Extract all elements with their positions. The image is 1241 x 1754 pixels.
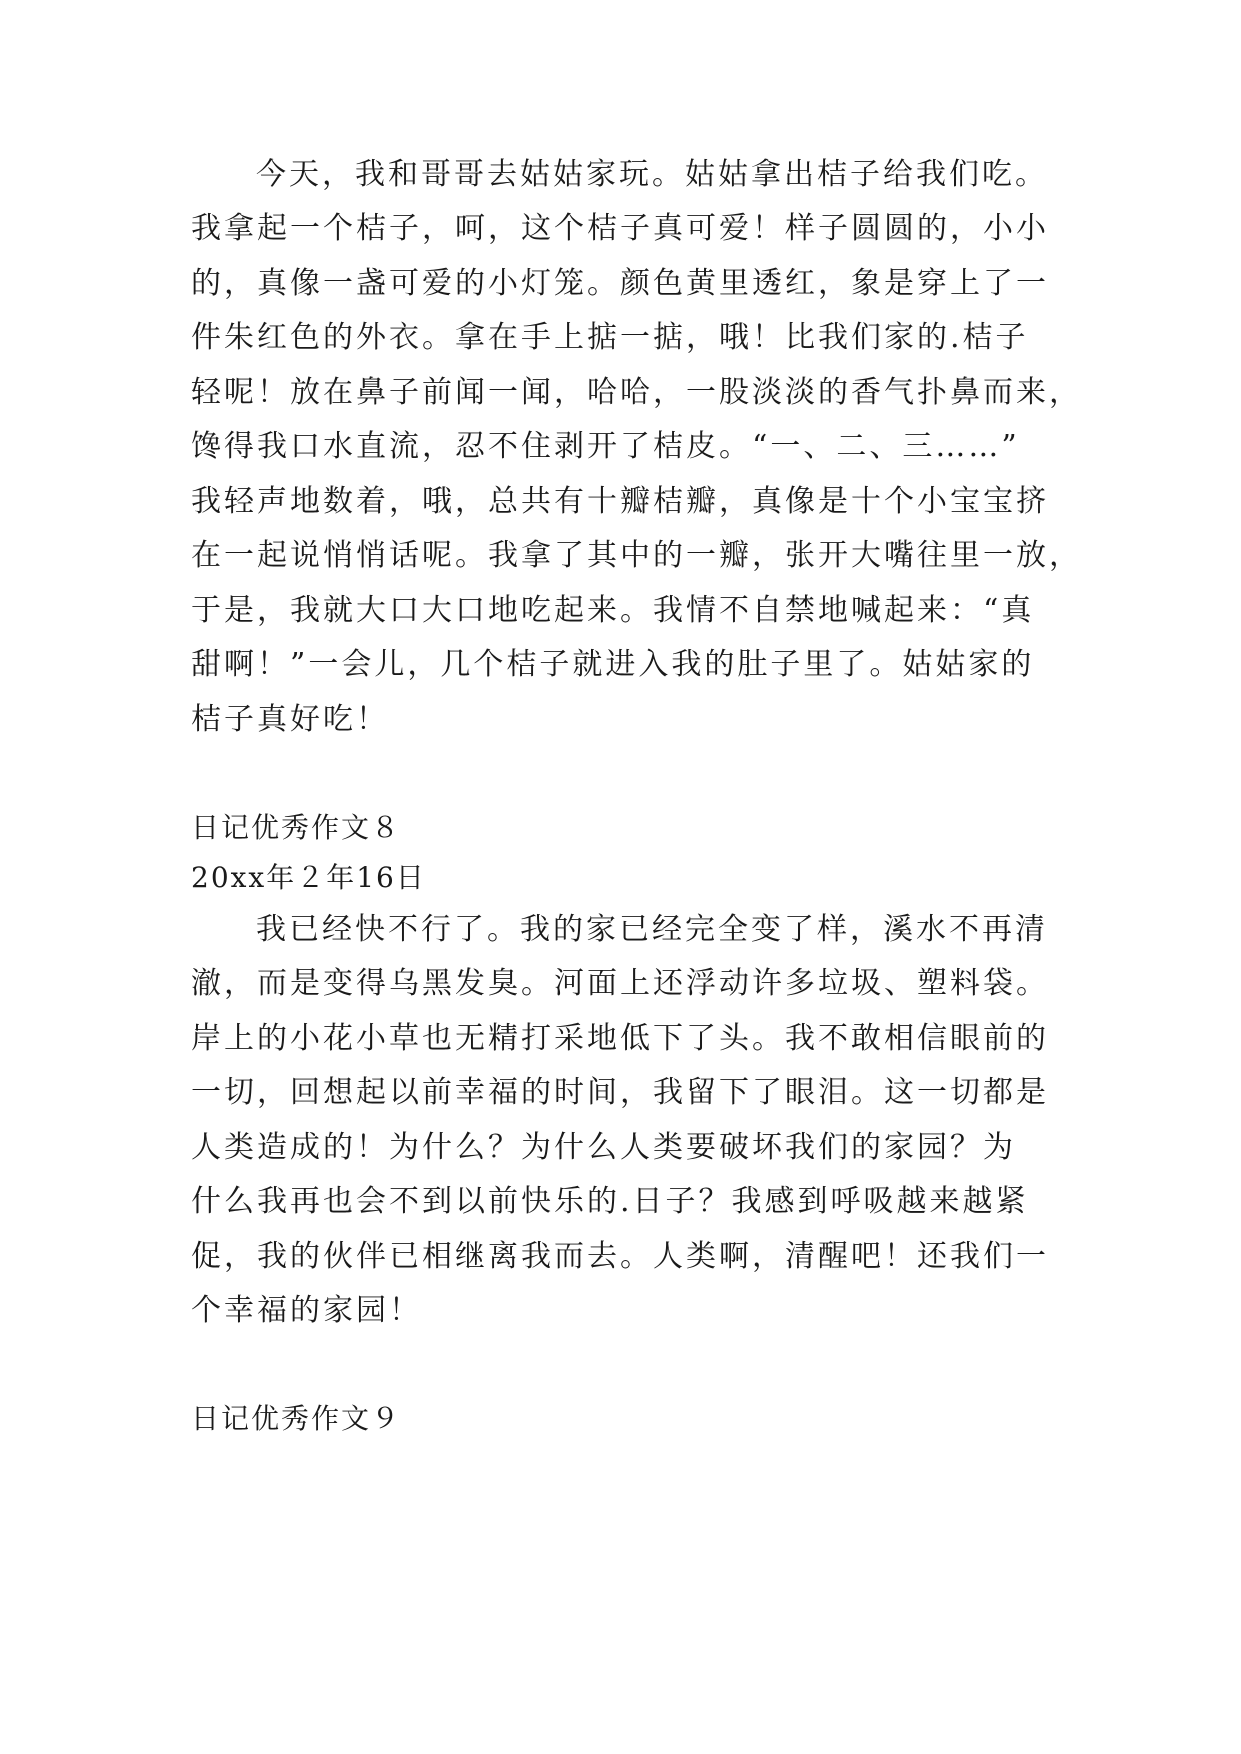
- paragraph-line: 桔子真好吃！: [191, 702, 389, 737]
- paragraph-line: 我已经快不行了。我的家已经完全变了样，溪水不再清: [256, 912, 1048, 947]
- paragraph-line: 甜啊！”一会儿，几个桔子就进入我的肚子里了。姑姑家的: [191, 647, 1035, 682]
- paragraph-line: 澈，而是变得乌黑发臭。河面上还浮动许多垃圾、塑料袋。: [191, 966, 1049, 1001]
- essay-9-title: 日记优秀作文９: [191, 1402, 402, 1435]
- paragraph-line: 的，真像一盏可爱的小灯笼。颜色黄里透红，象是穿上了一: [191, 266, 1049, 301]
- paragraph-line: 促，我的伙伴已相继离我而去。人类啊，清醒吧！还我们一: [191, 1239, 1049, 1274]
- paragraph-line: 人类造成的！为什么？为什么人类要破坏我们的家园？为: [191, 1130, 1016, 1165]
- paragraph-line: 件朱红色的外衣。拿在手上掂一掂，哦！比我们家的.桔子: [191, 320, 1029, 355]
- paragraph-line: 岸上的小花小草也无精打采地低下了头。我不敢相信眼前的: [191, 1021, 1049, 1056]
- paragraph-line: 一切，回想起以前幸福的时间，我留下了眼泪。这一切都是: [191, 1075, 1049, 1110]
- paragraph-line: 我拿起一个桔子，呵，这个桔子真可爱！样子圆圆的，小小: [191, 211, 1049, 246]
- paragraph-line: 于是，我就大口大口地吃起来。我情不自禁地喊起来：“真: [191, 593, 1035, 628]
- essay-8-title: 日记优秀作文８: [191, 811, 402, 844]
- paragraph-line: 个幸福的家园！: [191, 1293, 422, 1328]
- paragraph-line: 我轻声地数着，哦，总共有十瓣桔瓣，真像是十个小宝宝挤: [191, 484, 1049, 519]
- paragraph-line: 轻呢！放在鼻子前闻一闻，哈哈，一股淡淡的香气扑鼻而来，: [191, 375, 1082, 410]
- essay-8-date: 20xx年２年16日: [191, 861, 426, 894]
- paragraph-line: 馋得我口水直流，忍不住剥开了桔皮。“一、二、三……”: [191, 429, 1020, 464]
- paragraph-line: 在一起说悄悄话呢。我拿了其中的一瓣，张开大嘴往里一放，: [191, 538, 1082, 573]
- paragraph-line: 什么我再也会不到以前快乐的.日子？我感到呼吸越来越紧: [191, 1184, 1029, 1219]
- paragraph-line: 今天，我和哥哥去姑姑家玩。姑姑拿出桔子给我们吃。: [256, 157, 1048, 192]
